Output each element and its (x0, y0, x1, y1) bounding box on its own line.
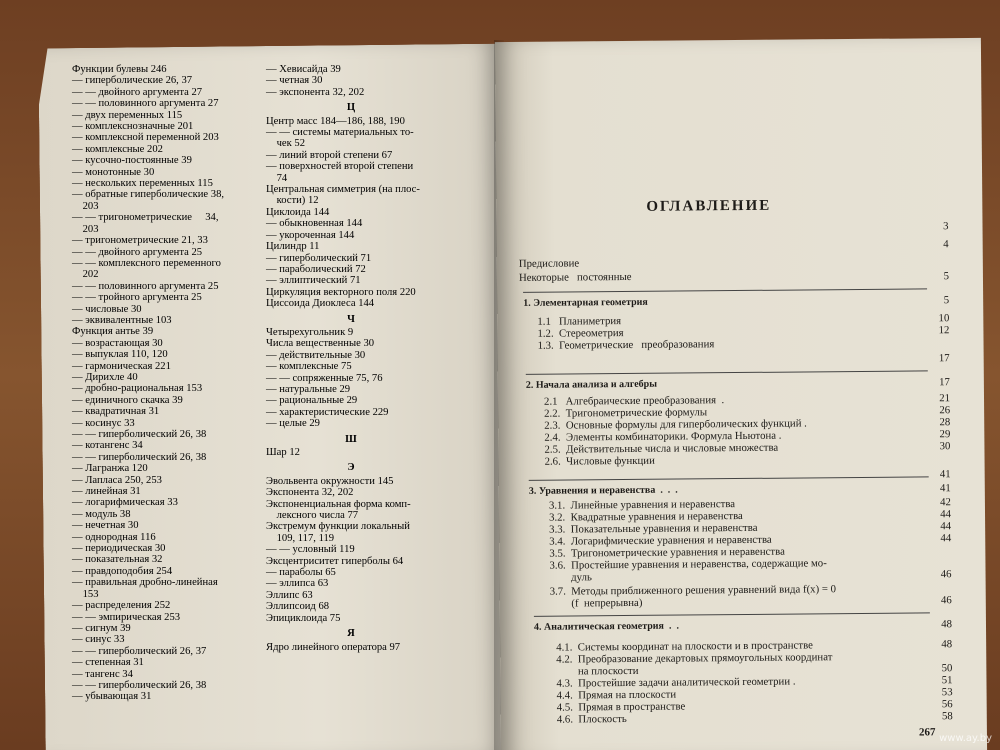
toc-entry: 4.5. Прямая в пространстве (556, 700, 686, 714)
index-entry: — — гиперболический 26, 37 (72, 645, 207, 657)
index-entry: — кусочно-постоянные 39 (72, 155, 192, 167)
page-number: 267 (918, 726, 936, 739)
toc-entry: 4.3. Простейшие задачи аналитической геометрии . (556, 675, 796, 690)
toc-section-heading: 2. Начала анализа и алгебры (525, 378, 658, 391)
toc-page-number: 29 (939, 428, 951, 441)
toc-entry: 3.5. Тригонометрические уравнения и неравенства (549, 545, 785, 560)
toc-page-number: 44 (940, 532, 952, 545)
toc-page-number: 12 (938, 324, 950, 337)
toc-entry: 3.6. Простейшие уравнения и неравенства, содержащие мо- (549, 557, 827, 572)
index-letter-heading: Ч (347, 313, 355, 325)
index-entry: — нескольких переменных 115 (72, 178, 213, 190)
index-entry: — тангенс 34 (72, 668, 133, 680)
toc-entry: 4.6. Плоскость (556, 713, 627, 726)
index-entry: Функция антье 39 (72, 326, 154, 338)
index-entry: Центр масс 184—186, 188, 190 (266, 115, 405, 127)
index-entry: — — тройного аргумента 25 (72, 292, 202, 304)
index-entry: — монотонные 30 (72, 166, 155, 178)
index-entry: — комплексной переменной 203 (72, 132, 219, 144)
toc-page-number: 51 (941, 674, 953, 687)
index-entry: — эллипса 63 (266, 578, 329, 590)
index-letter-heading: Э (347, 462, 355, 474)
toc-entry: 2.3. Основные формулы для гиперболических функций . (544, 417, 807, 432)
toc-entry: 3.2. Квадратные уравнения и неравенства (548, 509, 743, 524)
toc-section-rule (523, 288, 927, 293)
index-entry: — числовые 30 (72, 303, 142, 315)
index-entry: — комплексные 75 (266, 361, 352, 373)
index-entry: — — тригонометрические 34, (72, 212, 219, 224)
index-entry: — Хевисайда 39 (266, 64, 341, 75)
index-entry: — натуральные 29 (266, 383, 351, 395)
index-entry: — логарифмическая 33 (72, 497, 178, 509)
index-entry: — — половинного аргумента 27 (72, 98, 219, 110)
index-entry: кости) 12 (266, 195, 319, 207)
toc-entry: 4.1. Системы координат на плоскости и в пространстве (556, 639, 813, 654)
index-entry: — параболы 65 (266, 567, 336, 579)
index-entry: — обыкновенная 144 (266, 218, 363, 230)
toc-entry: 3.1. Линейные уравнения и неравенства (548, 498, 736, 512)
toc-page-number: 46 (940, 568, 952, 581)
index-entry: — Дирихле 40 (72, 371, 138, 383)
index-entry: Эвольвента окружности 145 (266, 475, 394, 487)
index-entry: Циркуляция векторного поля 220 (266, 286, 416, 298)
index-entry: — линий второй степени 67 (266, 149, 393, 161)
toc-page-number: 17 (938, 352, 950, 365)
toc-section-heading: 1. Элементарная геометрия (523, 296, 648, 309)
index-entry: — действительные 30 (266, 349, 366, 361)
toc-section-rule (529, 476, 929, 480)
index-entry: — — системы материальных то- (266, 127, 414, 139)
index-entry: — двух переменных 115 (72, 109, 183, 121)
index-entry: — комплексные 202 (72, 143, 163, 155)
index-entry: — — двойного аргумента 27 (72, 86, 203, 98)
toc-page-number: 56 (941, 698, 953, 711)
index-entry: Циклоида 144 (266, 206, 330, 218)
toc-entry: 2.6. Числовые функции (544, 454, 655, 468)
index-entry: Экспоненциальная форма комп- (266, 498, 411, 510)
index-entry: — распределения 252 (72, 600, 171, 612)
index-entry: Циссоида Диоклеса 144 (266, 298, 375, 310)
index-entry: — нечетная 30 (72, 520, 139, 532)
toc-page-number: 58 (941, 710, 953, 723)
toc-page-number: 46 (940, 594, 952, 607)
index-entry: 74 (266, 172, 288, 184)
index-entry: — косинус 33 (72, 417, 135, 429)
toc-section-heading: 3. Уравнения и неравенства . . . (528, 484, 678, 497)
index-letter-heading: Ш (345, 433, 357, 445)
index-entry: — эквивалентные 103 (72, 314, 172, 326)
index-entry: Эксцентриситет гиперболы 64 (266, 555, 404, 567)
toc-entry: 2.4. Элементы комбинаторики. Формула Ньютона . (544, 429, 782, 444)
index-entry: — показательная 32 (72, 554, 163, 566)
toc-entry: на плоскости (556, 664, 639, 678)
toc-page-number: 21 (939, 392, 951, 405)
index-entry: — модуль 38 (72, 508, 131, 520)
index-entry: 202 (72, 269, 99, 281)
index-entry: — — гиперболический 26, 38 (72, 679, 207, 691)
toc-entry: 3.3. Показательные уравнения и неравенства (549, 521, 758, 536)
index-entry: — укороченная 144 (266, 229, 355, 241)
index-entry: — гиперболические 26, 37 (72, 75, 193, 87)
index-entry: — — комплексного переменного (72, 257, 221, 269)
toc-page-number: 42 (940, 496, 951, 509)
index-entry: — степенная 31 (72, 657, 144, 669)
index-entry: — Лапласа 250, 253 (72, 474, 162, 486)
toc-entry: 1.2. Стереометрия (537, 327, 624, 340)
index-entry: — — половинного аргумента 25 (72, 280, 219, 292)
index-letter-heading: Я (347, 628, 355, 640)
index-entry: чек 52 (266, 138, 306, 150)
index-entry: — тригонометрические 21, 33 (72, 235, 208, 247)
index-entry: Центральная симметрия (на плос- (266, 184, 420, 196)
index-entry: — комплекснозначные 201 (72, 121, 194, 133)
index-entry: Экстремум функции локальный (266, 521, 410, 533)
toc-entry: 3.4. Логарифмические уравнения и неравенства (549, 533, 772, 548)
index-entry: Четырехугольник 9 (266, 326, 354, 338)
toc-page-number: 53 (941, 686, 953, 699)
index-entry: Экспонента 32, 202 (266, 487, 354, 499)
index-entry: 109, 117, 119 (266, 532, 335, 544)
index-entry: — единичного скачка 39 (72, 394, 183, 406)
index-entry: 203 (72, 223, 99, 235)
toc-entry: 2.2. Тригонометрические формулы (544, 406, 708, 420)
index-entry: — целые 29 (266, 418, 320, 430)
index-entry: Эпициклоида 75 (266, 612, 341, 624)
toc-entry: (f непрерывна) (549, 596, 643, 610)
index-entry: лексного числа 77 (266, 510, 359, 522)
toc-page-number: 3 (943, 220, 949, 233)
index-entry: — рациональные 29 (266, 395, 358, 407)
index-entry: 203 (72, 200, 99, 212)
toc-page-number: 10 (938, 312, 950, 325)
index-entry: — эллиптический 71 (266, 275, 361, 287)
index-entry: — сигнум 39 (72, 622, 131, 634)
index-entry: — — гиперболический 26, 38 (72, 451, 207, 463)
toc-entry: дуль (549, 571, 592, 584)
index-entry: — квадратичная 31 (72, 406, 160, 418)
toc-page-number: 5 (943, 294, 950, 307)
index-entry: — правильная дробно-линейная (72, 577, 218, 589)
index-entry: Шар 12 (266, 447, 300, 458)
toc-entry: Предисловие (518, 257, 580, 270)
index-entry: Эллипсоид 68 (266, 601, 330, 613)
index-entry: — — двойного аргумента 25 (72, 246, 203, 258)
toc-page-number: 41 (939, 468, 951, 481)
toc-page-number: 41 (939, 482, 951, 495)
index-entry: — правдоподобия 254 (72, 565, 173, 577)
index-entry: — котангенс 34 (72, 440, 143, 452)
toc-page-number: 48 (941, 618, 953, 631)
toc-page-number: 30 (939, 440, 951, 453)
index-entry: 153 (72, 588, 99, 600)
index-entry: — четная 30 (266, 75, 323, 87)
index-entry: — экспонента 32, 202 (266, 86, 365, 98)
index-entry: — периодическая 30 (72, 543, 166, 555)
toc-page-number: 48 (941, 638, 953, 651)
index-entry: — Лагранжа 120 (72, 463, 148, 475)
index-entry: — выпуклая 110, 120 (72, 349, 168, 361)
toc-page-number: 44 (940, 508, 952, 521)
index-entry: — — условный 119 (266, 544, 355, 556)
index-entry: — поверхностей второй степени (266, 161, 414, 173)
index-entry: — обратные гиперболические 38, (72, 189, 225, 201)
toc-title: ОГЛАВЛЕНИЕ (646, 197, 772, 215)
index-entry: — характеристические 229 (266, 406, 389, 418)
index-entry: — гармоническая 221 (72, 360, 171, 372)
index-entry: — синус 33 (72, 634, 125, 646)
index-entry: — параболический 72 (266, 263, 366, 275)
toc-page-number: 50 (941, 662, 953, 675)
index-entry: — — гиперболический 26, 38 (72, 429, 207, 440)
index-entry: — однородная 116 (72, 531, 156, 543)
toc-page-number: 5 (943, 270, 949, 283)
toc-section-rule (534, 612, 930, 616)
toc-entry: 4.4. Прямая на плоскости (556, 688, 677, 702)
toc-entry: 3.7. Методы приближенного решения уравнений вида f(x) = 0 (549, 583, 837, 598)
toc-entry: 1.3. Геометрические преобразования (537, 338, 715, 352)
index-entry: — дробно-рациональная 153 (72, 383, 203, 395)
index-entry: Эллипс 63 (266, 589, 313, 601)
index-entry: Ядро линейного оператора 97 (266, 641, 401, 653)
index-entry: — линейная 31 (72, 486, 141, 498)
watermark: www.ay.by (939, 733, 992, 744)
toc-section-rule (526, 370, 928, 375)
right-page-toc (495, 38, 987, 750)
toc-page-number: 26 (939, 404, 951, 417)
index-entry: — возрастающая 30 (72, 337, 163, 349)
index-column-1 (72, 64, 224, 703)
toc-page-number: 28 (939, 416, 951, 429)
toc-page-number: 4 (943, 238, 949, 251)
index-entry: — гиперболический 71 (266, 252, 372, 264)
toc-entry: 2.5. Действительные числа и числовые множества (544, 441, 779, 456)
index-entry: Числа вещественные 30 (266, 338, 375, 350)
index-entry: — — сопряженные 75, 76 (266, 372, 383, 384)
index-letter-heading: Ц (346, 102, 356, 114)
toc-section-heading: 4. Аналитическая геометрия . . (533, 620, 679, 633)
toc-entry: Некоторые постоянные (518, 270, 632, 284)
index-entry: Цилиндр 11 (266, 241, 320, 253)
toc-entry: 4.2. Преобразование декартовых прямоугольных координат (556, 651, 833, 666)
toc-entry: 1.1 Планиметрия (537, 315, 622, 328)
toc-page-number: 17 (939, 376, 950, 389)
index-column-2 (266, 64, 436, 653)
toc-entry: 2.1 Алгебраические преобразования . (543, 394, 725, 408)
index-entry: Функции булевы 246 (72, 64, 167, 75)
toc-page-number: 44 (940, 520, 952, 533)
index-entry: — — эмпирическая 253 (72, 611, 181, 623)
index-entry: — убывающая 31 (72, 691, 152, 703)
